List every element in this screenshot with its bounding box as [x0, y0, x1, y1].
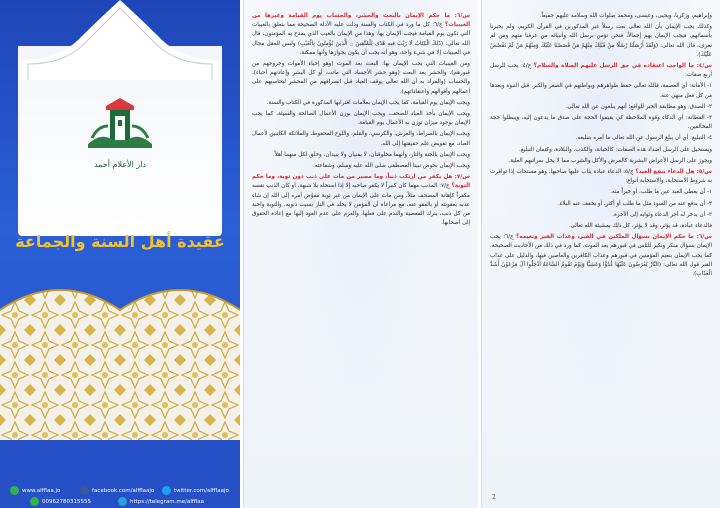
- answer: وإبراهيم، وزكريا، ويحيى، وعيسى، ومحمد صلوات الله وسلامه عليهم جميعاً.: [539, 13, 712, 19]
- alfanar-logo: [82, 96, 158, 158]
- telegram-icon: [118, 497, 127, 506]
- telegram-text: https://telegram.me/alfflaa: [130, 498, 204, 505]
- paragraph: [490, 12, 712, 21]
- paragraph: [490, 188, 712, 197]
- cover-subtitle: عقيدة أهل السنة والجماعة: [15, 232, 225, 251]
- answer: ٢- أن يدفع عنه من السوء مثل ما طلب أو أكثر، أو يخفف عنه البلاء.: [557, 200, 712, 207]
- paragraph: [490, 134, 712, 143]
- answer: ٣- أن يدخر له أجر الدعاء وثوابه إلى الآخرة.: [612, 211, 712, 218]
- question: س/٧: هل يكفر من ارتكب ذنباً، وما مصير من مات على ذنب دون توبة، وما حكم التوبة؟: [252, 174, 470, 190]
- paragraph: [252, 110, 470, 128]
- paragraph: [490, 200, 712, 209]
- answer: ويجب الإيمان يوم القيامة، كما يجب الإيمان بعلامات اقترابها المذكورة في الكتاب والسنة.: [266, 99, 470, 106]
- paragraph: [490, 222, 712, 231]
- contact-website[interactable]: [10, 486, 60, 495]
- answer: فالدعاء عبادة، قد يؤثر، وقد لا يؤثر، كل ذلك بمشيئة الله تعالى.: [568, 223, 712, 230]
- answer: ٤- التبليغ: أي أن يبلغ الرسول عن الله تعالى ما أمره بتبليغه.: [575, 135, 712, 142]
- cover-title: مختصر: [91, 210, 149, 230]
- question: س/٤: ما الواجب اعتقاده في حق الرسل عليهم الصلاة والسلام؟: [533, 63, 713, 70]
- answer: ج/٦: كل ما ورد في الكتاب والسنة ودلت عليه الأدلة الصحيحة مما يتعلق بالغيبات التي تكون يوم القيامة فيجب الإيمان بها، وهذا من الإيمان بالغيب الذي يمدح به المؤمنون، قال الله تعالى: (ذَلِكَ الْكِتَابُ لَا رَيْبَ فِيهِ هُدًى لِلْمُتَّقِينَ ۝ الَّذِينَ يُؤْمِنُونَ بِالْغَيْبِ) وليس للعقل مجال في الغيبيات إلا في شيء واحد، وهو أنه يجب أن يكون بجوازها وأنها ممكنة.: [252, 22, 470, 56]
- answer: ويجب الإيمان بحوض نبينا المصطفى صلى الله عليه وسلم، وشفاعته.: [312, 163, 470, 170]
- paragraph: [252, 60, 470, 97]
- answer: ويجوز على الرسل الأعراض البشرية كالمرض والأكل والشرب مما لا يخل بمراتبهم العلية.: [508, 157, 712, 164]
- paragraph: [490, 146, 712, 155]
- geometric-pattern: [0, 270, 240, 440]
- twitter-text: twitter.com/alfflaajo: [174, 487, 229, 494]
- paragraph: [490, 114, 712, 132]
- paragraph: [490, 157, 712, 166]
- answer: ويجب الإيمان بالجنة والنار، وأنهما مخلوقتان، لا يفنيان ولا يبيدان، وخلق لكل منهما أهلاً.: [272, 151, 470, 158]
- answer: وكذلك يجب الإيمان بأن الله تعالى بعث رسلاً غير المذكورين في القرآن الكريم، ولم يخبرنا بأسمائهم، فيجب الإيمان بهم إجمالاً، فنحن نؤمن برسل الله وأنبيائه من عرفنا منهم ومن لم نعرف، قال الله تعالى: (وَلَقَدْ أَرْسَلْنَا رُسُلًا مِنْ قَبْلِكَ مِنْهُمْ مَنْ قَصَصْنَا عَلَيْكَ وَمِنْهُمْ مَنْ لَمْ نَقْصُصْ عَلَيْكَ).: [490, 24, 712, 58]
- answer: ويجب الإيمان بأخذ العباد للصحف، ويجب الإيمان بوزن الأعمال الصالحة والسيئة، كما يجب الإيمان بوجود ميزان توزن به الأعمال يوم القيامة.: [252, 111, 470, 127]
- answer: ويستحيل على الرسل أضداد هذه الصفات: كالخيانة، والكذب، والبلادة، وكتمان التبليغ.: [518, 146, 712, 153]
- answer: ١- أن يعطى العبد عين ما طلب، أو خيراً منه.: [610, 189, 712, 196]
- logo-caption: دار الأعلام أحمد: [93, 160, 146, 169]
- middle-text-column: [243, 0, 478, 508]
- contact-phone[interactable]: [30, 497, 91, 506]
- paragraph: [252, 99, 470, 108]
- question: س/٦: ما حكم الإيمان بالبعث والحشر، والحساب يوم القيامة وغيرها من الغيبيات؟: [252, 13, 470, 29]
- arch-ornament: [18, 0, 222, 80]
- paragraph: [252, 162, 470, 171]
- answer: ٣- الفطانة: أي الذكاء وقوة الملاحظة كي يقيموا الحجة على صدق ما يدعون إليه، ويبطلوا حجة المخالفين.: [490, 115, 712, 131]
- contact-facebook[interactable]: [80, 486, 154, 495]
- paragraph: [252, 173, 470, 228]
- answer: ويجب الإيمان بالصراط، والعرش، والكرسي، والقلم، واللوح المحفوظ، والملائكة الكاتبين لأعمال العباد، مع تفويض علم حقيقتها إلى الله.: [252, 131, 470, 147]
- facebook-icon: [80, 486, 89, 495]
- paragraph: [490, 62, 712, 80]
- answer: ج/٦: يجب الإيمان بسؤال منكر ونكير للناس في قبورهم بعد الموت، كما ورد في ذلك من الأحاديث الصحيحة، كما يجب الإيمان بنعيم المؤمنين في قبورهم وعذاب الكافرين والعاصين فيها، والدليل على عذاب القبر قول الله تعالى: (النَّارُ يُعْرَضُونَ عَلَيْهَا غُدُوًّا وَعَشِيًّا وَيَوْمَ تَقُومُ السَّاعَةُ أَدْخِلُوا آلَ فِرْعَوْنَ أَشَدَّ الْعَذَابِ).: [490, 234, 712, 278]
- whatsapp-icon: [10, 486, 19, 495]
- contact-twitter[interactable]: [162, 486, 229, 495]
- paragraph: [490, 23, 712, 60]
- answer: ١- الأمانة: أي العصمة، فالله تعالى حفظ ظواهرهم وبواطنهم في الصغر والكبر، قبل النبوة وبعدها من كل فعل منهي عنه.: [490, 83, 712, 99]
- answer: ج/٧: المذنب مهما كان كبيراً لا يكفر صاحبه إلا إذا استحله بلا شبهة، أو كان الذنب نفسه مكفراً كإهانة المصحف مثلاً، ومن مات على الإيمان من غير توبة مفوّض أمره إلى الله إن شاء عذبه بعقوبته أو بالعفو عنه، مع مراعاة أن المؤمن لا يخلد في النار بسبب ذنوبه، والتوبة واجبة من كل ذنب، بترك المعصية والندم على فعلها، والعزم على عدم العود إليها مع إعادة الحقوق إلى أصحابها.: [252, 183, 470, 227]
- answer: ومن الغيبيات التي يجب الإيمان بها: البعث بعد الموت (وهو إحياء الأموات وخروجهم من قبورهم)، والحشر بعد البعث (وهو حشر الأجساد التي ماتت، أو كل البشر وإعادتهم أحياء)، والحساب (والمراد به أن الله تعالى يوقف العباد قبل انصرافهم من المحشر ليحاسبهم على أعمالهم وأقوالهم واعتقاداتهم).: [252, 61, 470, 95]
- page-number: 2: [492, 493, 496, 501]
- paragraph: [490, 82, 712, 100]
- question: س/٦: ما حكم الإيمان بسؤال الملكين في القبر، وعذاب القبر ونعيمه؟: [516, 234, 712, 241]
- phone-icon: [30, 497, 39, 506]
- phone-text: 00962780315555: [42, 498, 91, 505]
- paragraph: [252, 151, 470, 160]
- answer: ج/٥: الدعاء عبادة يثاب عليها صاحبها، وهو مستجاب إذا توافرت به شروط الاستجابة، والاستجابة أنواع:: [490, 169, 712, 185]
- paragraph: [252, 130, 470, 148]
- twitter-icon: [162, 486, 171, 495]
- paragraph: [490, 103, 712, 112]
- paragraph: [252, 12, 470, 58]
- facebook-text: facebook.com/alfflaajo: [92, 487, 155, 494]
- cover-panel: [0, 0, 240, 508]
- contact-telegram[interactable]: [118, 497, 204, 506]
- answer: ج/٤: يجب للرسل أربع صفات:: [490, 63, 712, 79]
- paragraph: [490, 233, 712, 279]
- website-text: www.alfflaa.jo: [22, 487, 61, 494]
- answer: ٢- الصدق: وهو مطابقة الخبر للواقع؛ أنهم يبلغون عن الله تعالى.: [565, 103, 712, 110]
- question: س/٥: هل الدعاء ينفع العبد؟: [635, 169, 712, 176]
- paragraph: [490, 211, 712, 220]
- paragraph: [490, 168, 712, 186]
- right-text-column: [481, 0, 720, 508]
